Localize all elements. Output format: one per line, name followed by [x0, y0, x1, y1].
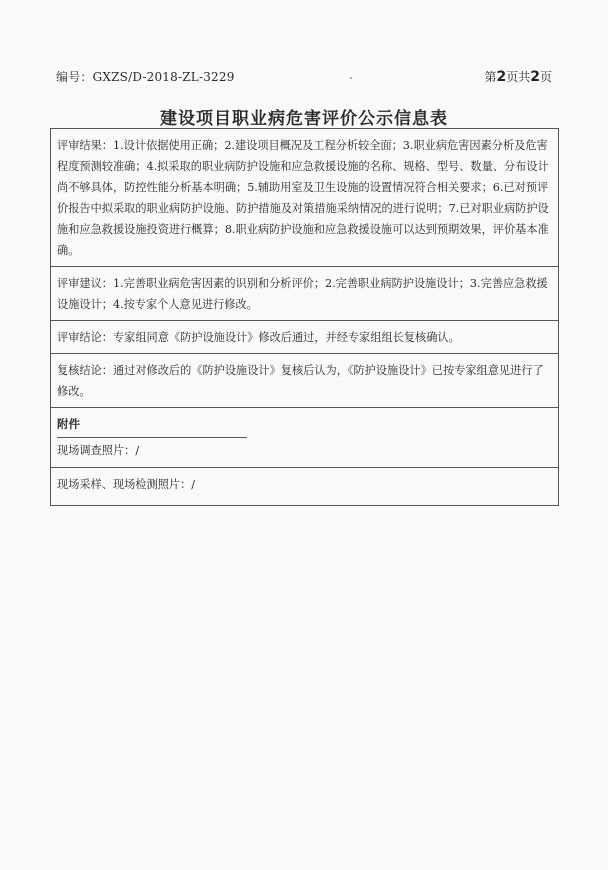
review-conclusion-cell	[51, 321, 559, 354]
page-title: 建设项目职业病危害评价公示信息表	[160, 109, 448, 129]
recheck-conclusion-cell	[51, 354, 559, 408]
row-recheck-conclusion	[51, 354, 559, 408]
page-current: 2	[496, 69, 507, 85]
sampling-photos-cell	[51, 468, 559, 506]
site-photos-cell	[51, 437, 559, 468]
document-number-label: 编号：	[56, 70, 93, 84]
review-advice-cell	[51, 267, 559, 321]
review-conclusion-text: 专家组同意《防护设施设计》修改后通过，并经专家组组长复核确认。	[112, 331, 460, 344]
review-result-text: 1.设计依据使用正确；2.建设项目概况及工程分析较全面；3.职业病危害因素分析及危害程度预测较准确；4.拟采取的职业病防护设施和应急救援设施的名称、规格、型号、数量、分布设计尚不够具体，防控性能分析基本明确；5.辅助用室及卫生设施的设置情况符合相关要求；6.已对预评价报告中拟采取的职业病防护设施、防护措施及对策措施采纳情况的进行说明；7.已对职业病防护设施和应急救援设施投资进行概算；8.职业病防护设施和应急救援设施可以达到预期效果，评价基本准确。	[57, 139, 549, 257]
row-sampling-photos	[51, 468, 559, 506]
attachment-heading: 附件	[57, 417, 80, 431]
document-number-value: GXZS/D-2018-ZL-3229	[92, 70, 235, 84]
row-review-advice	[51, 267, 559, 321]
review-result-cell	[51, 129, 559, 267]
document-number	[56, 68, 235, 85]
review-conclusion-label: 评审结论：	[57, 331, 113, 344]
sampling-photos-label: 现场采样、现场检测照片：	[57, 478, 192, 491]
scan-speck	[350, 77, 352, 79]
site-photos-value: /	[135, 444, 140, 457]
recheck-conclusion-text: 通过对修改后的《防护设施设计》复核后认为，《防护设施设计》已按专家组意见进行了修改。	[57, 364, 544, 398]
page-suffix: 页	[539, 70, 552, 84]
site-photos-label: 现场调查照片：	[57, 444, 136, 457]
row-review-conclusion	[51, 321, 559, 354]
attachment-heading-cell	[51, 408, 559, 438]
sampling-photos-value: /	[191, 478, 196, 491]
page-total: 2	[530, 69, 540, 85]
recheck-conclusion-label: 复核结论：	[57, 364, 113, 377]
row-site-photos	[51, 437, 559, 468]
info-table	[50, 128, 559, 506]
review-result-label: 评审结果：	[57, 139, 113, 152]
page-indicator	[484, 68, 552, 85]
site-photos-line	[57, 437, 247, 461]
row-attachment-heading	[51, 408, 559, 438]
document-header	[56, 68, 552, 85]
review-advice-text: 1.完善职业病危害因素的识别和分析评价；2.完善职业病防护设施设计；3.完善应急救援设施设计；4.按专家个人意见进行修改。	[57, 277, 548, 311]
page-prefix: 第	[484, 70, 497, 84]
row-review-result	[51, 129, 559, 267]
page-mid: 页共	[506, 70, 531, 84]
review-advice-label: 评审建议：	[57, 277, 113, 290]
